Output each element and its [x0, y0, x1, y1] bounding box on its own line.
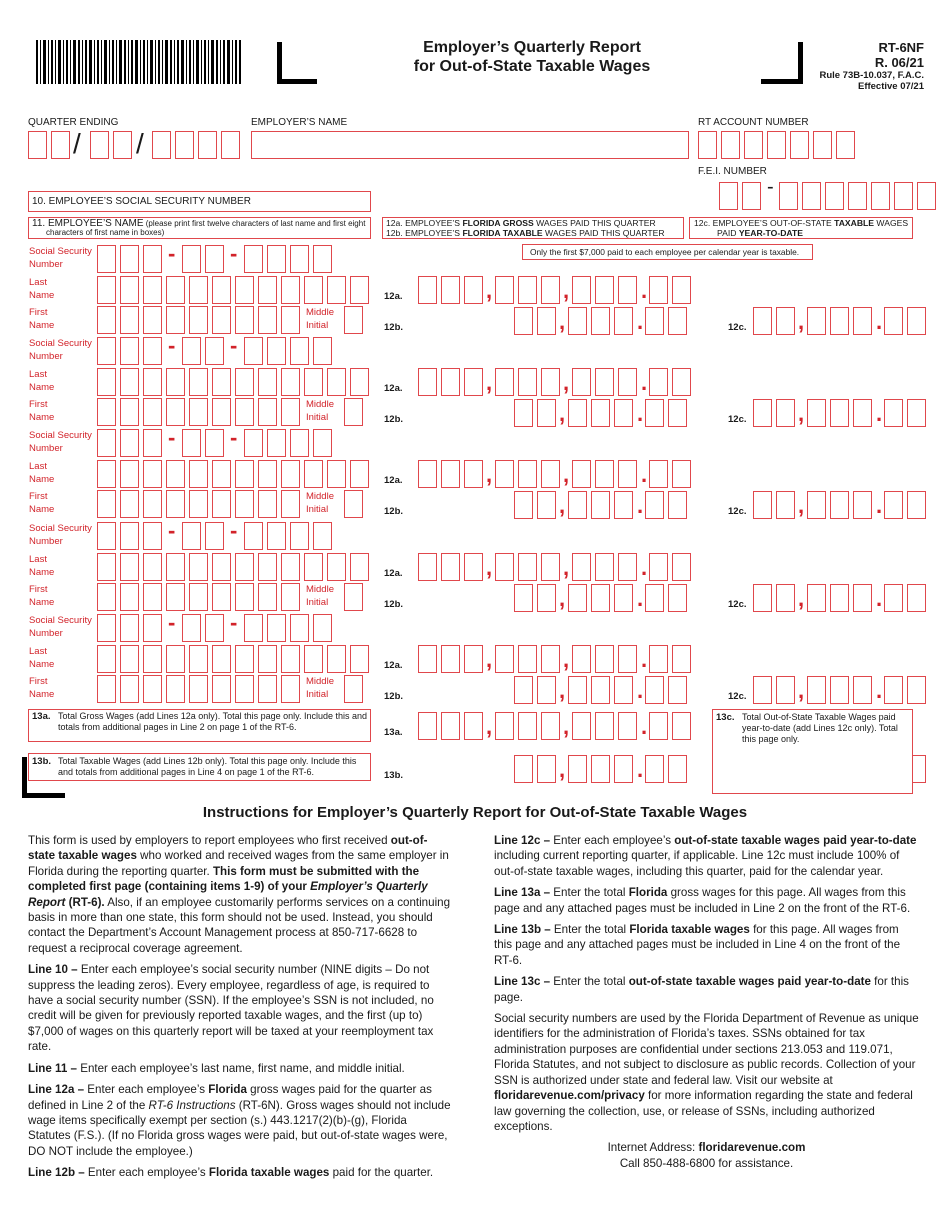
employee-2-12a-label: 12a.	[384, 383, 403, 394]
employee-1-ssn-part1[interactable]	[97, 245, 166, 273]
employee-1-middle-initial-label: Middle Initial	[306, 307, 334, 331]
employee-1-12b-label: 12b.	[384, 322, 404, 333]
employee-4-12a-hundreds[interactable]	[572, 553, 641, 581]
line12b-header-text	[386, 228, 665, 238]
employee-3-first-name-label: First Name	[29, 491, 55, 515]
total-13a-cents[interactable]	[649, 712, 695, 740]
total-13a-comma-1: ,	[486, 714, 493, 739]
barcode-graphic	[36, 40, 241, 84]
employee-1-12c-dot: .	[876, 309, 883, 334]
employee-3-ssn-label: Social Security Number	[29, 430, 92, 454]
employee-2-12b-thousands-hi[interactable]	[514, 399, 560, 427]
employee-2-12b-cents[interactable]	[645, 399, 691, 427]
employee-3-12c-comma: ,	[798, 493, 805, 518]
employee-1-12c-cents[interactable]	[884, 307, 930, 335]
taxable-note: Only the first $7,000 paid to each employee per calendar year is taxable.	[530, 247, 800, 257]
line12a-header-text	[386, 218, 656, 228]
line12c-prefix-2: PAID	[717, 228, 739, 238]
employee-1-12b-cents[interactable]	[645, 307, 691, 335]
line-13b-label: 13b.	[384, 770, 404, 781]
employee-2-12b-dot: .	[637, 401, 644, 426]
form-id: RT-6NF	[878, 40, 924, 55]
employee-5-12a-hundreds[interactable]	[572, 645, 641, 673]
employee-5-12c-hundreds[interactable]	[807, 676, 876, 704]
total-13a-thousands[interactable]	[495, 712, 564, 740]
employee-2-12b-label: 12b.	[384, 414, 404, 425]
employee-4-ssn-part1[interactable]	[97, 522, 166, 550]
date-slash-2: /	[136, 128, 144, 159]
employee-3-12b-thousands-hi[interactable]	[514, 491, 560, 519]
corner-mark-top-left	[277, 42, 317, 84]
line10-header-text: 10. EMPLOYEE’S SOCIAL SECURITY NUMBER	[32, 196, 251, 207]
employee-2-ssn-label: Social Security Number	[29, 338, 92, 362]
employee-2-12a-thousands[interactable]	[495, 368, 564, 396]
employee-5-ssn-dash-2: -	[230, 610, 238, 635]
total-13a-dot: .	[641, 714, 648, 739]
total-13b-dot: .	[637, 757, 644, 782]
employee-3-12b-label: 12b.	[384, 506, 404, 517]
employee-3-12a-millions[interactable]	[418, 460, 487, 488]
employee-3-12b-cents[interactable]	[645, 491, 691, 519]
employee-5-12b-hundreds[interactable]	[568, 676, 637, 704]
employee-3-12b-comma: ,	[559, 493, 566, 518]
employee-5-12a-millions[interactable]	[418, 645, 487, 673]
employee-5-12c-thousands-hi[interactable]	[753, 676, 799, 704]
employee-5-12b-thousands-hi[interactable]	[514, 676, 560, 704]
employee-2-ssn-dash-2: -	[230, 333, 238, 358]
employee-5-ssn-dash-1: -	[168, 610, 176, 635]
employee-4-12a-millions[interactable]	[418, 553, 487, 581]
employee-1-12a-comma-2: ,	[563, 278, 570, 303]
form-rule: Rule 73B-10.037, F.A.C.	[819, 70, 924, 81]
employee-1-first-name[interactable]	[97, 306, 304, 334]
total-13b-cents[interactable]	[645, 755, 691, 783]
employee-3-ssn-dash-2: -	[230, 425, 238, 450]
employee-5-first-name[interactable]	[97, 675, 304, 703]
instr-line13b: Line 13b – Enter the total Florida taxable wages for this page. All wages from this page and any attached pages must be included in Line 4 on the front of the RT-6.	[494, 923, 901, 967]
employee-1-ssn-label: Social Security Number	[29, 246, 92, 270]
employee-5-ssn-part1[interactable]	[97, 614, 166, 642]
line11-hint-2: characters of first name in boxes)	[46, 228, 165, 237]
form-id-block	[819, 40, 924, 92]
quarter-ending-label: QUARTER ENDING	[28, 117, 119, 128]
employee-2-12c-cents[interactable]	[884, 399, 930, 427]
employee-4-last-name-label: Last Name	[29, 554, 55, 578]
employee-3-12b-hundreds[interactable]	[568, 491, 637, 519]
employee-1-12a-millions[interactable]	[418, 276, 487, 304]
employee-4-12a-thousands[interactable]	[495, 553, 564, 581]
employee-4-12b-hundreds[interactable]	[568, 584, 637, 612]
employee-2-12c-thousands-hi[interactable]	[753, 399, 799, 427]
employee-3-12c-cents[interactable]	[884, 491, 930, 519]
total-13b-comma: ,	[559, 757, 566, 782]
instr-intro: This form is used by employers to report employees who first received out-of-state taxable wages who worked and received wages from the same employer in Florida during the reporting quarter. This form must be submitted with the completed first page (containing items 1-9) of your Employer’s Quarterly Report (RT-6). Also, if an employee customarily performs services on a continuing basis in more than one state, this form should not be used. Instead, you should contact the Department’s Account Management process at 850-717-6628 to request a reciprocal coverage agreement.	[28, 834, 451, 955]
employee-1-12a-thousands[interactable]	[495, 276, 564, 304]
phone-line: Call 850-488-6800 for assistance.	[619, 1156, 794, 1170]
employee-3-12a-label: 12a.	[384, 475, 403, 486]
employee-2-last-name[interactable]	[97, 368, 373, 396]
instr-line12a: Line 12a – Enter each employee’s Florida gross wages paid for the quarter as defined in Line 2 of the RT-6 Instructions (RT-6N). Gross wages should not include wage items specifically exempt per section (s.) 443.1217(2)(b)-(g), Florida Statutes (F.S.). (If no Florida gross wages were paid, but out-of-state wages were, DO NOT include the employee.)	[28, 1083, 451, 1158]
employee-4-12a-dot: .	[641, 555, 648, 580]
line12c-bold-2: YEAR-TO-DATE	[738, 228, 803, 238]
employee-4-middle-initial-label: Middle Initial	[306, 584, 334, 608]
employee-4-first-name-label: First Name	[29, 584, 55, 608]
line12a-prefix: 12a. EMPLOYEE’S	[386, 218, 463, 228]
employee-5-12a-comma-2: ,	[563, 647, 570, 672]
instr-line10: Line 10 – Enter each employee’s social security number (NINE digits – Do not suppress the leading zeros). Every employee, regardless of age, is required to have a social security number (SSN). If the employee’s SSN is not included, no credit will be given for previously reported taxable wages, and the first (up to) $7,000 of wages on this quarterly report will be taxed at your reemployment tax rate.	[28, 963, 434, 1054]
employee-5-middle-initial[interactable]	[344, 675, 367, 703]
employee-2-12a-comma-1: ,	[486, 370, 493, 395]
employee-1-12b-comma: ,	[559, 309, 566, 334]
total-13b-label: 13b.	[32, 756, 52, 767]
employee-3-middle-initial[interactable]	[344, 490, 367, 518]
employee-1-ssn-part2[interactable]	[182, 245, 228, 273]
title-line-1: Employer’s Quarterly Report	[423, 39, 641, 56]
employee-2-ssn-part3[interactable]	[244, 337, 336, 365]
employee-3-12a-hundreds[interactable]	[572, 460, 641, 488]
employee-4-12c-label: 12c.	[728, 599, 747, 610]
quarter-ending-day[interactable]	[90, 131, 136, 159]
employee-1-ssn-part3[interactable]	[244, 245, 336, 273]
employee-1-12b-thousands-hi[interactable]	[514, 307, 560, 335]
form-effective: Effective 07/21	[857, 81, 924, 92]
employee-5-12c-comma: ,	[798, 678, 805, 703]
instr-line13a: Line 13a – Enter the total Florida gross wages for this page. All wages from this page and any attached pages must be included in Line 2 on the front of the RT-6.	[494, 886, 911, 915]
rt-account-label: RT ACCOUNT NUMBER	[698, 117, 809, 128]
employee-4-12a-comma-2: ,	[563, 555, 570, 580]
employee-4-12b-dot: .	[637, 586, 644, 611]
employee-3-12a-dot: .	[641, 462, 648, 487]
employee-5-middle-initial-label: Middle Initial	[306, 676, 334, 700]
employee-3-ssn-part3[interactable]	[244, 429, 336, 457]
line11-header-text	[32, 219, 372, 237]
employee-4-middle-initial[interactable]	[344, 583, 367, 611]
total-13b-hundreds[interactable]	[568, 755, 637, 783]
employee-5-12c-dot: .	[876, 678, 883, 703]
employee-4-ssn-part2[interactable]	[182, 522, 228, 550]
line12b-suffix: WAGES PAID THIS QUARTER	[542, 228, 665, 238]
employee-1-last-name-label: Last Name	[29, 277, 55, 301]
instr-line12b: Line 12b – Enter each employee’s Florida taxable wages paid for the quarter.	[28, 1166, 434, 1180]
employee-5-ssn-label: Social Security Number	[29, 615, 92, 639]
employee-1-12c-comma: ,	[798, 309, 805, 334]
fei-suffix[interactable]	[779, 182, 940, 210]
employee-2-last-name-label: Last Name	[29, 369, 55, 393]
employee-3-last-name[interactable]	[97, 460, 373, 488]
employee-1-first-name-label: First Name	[29, 307, 55, 331]
employee-5-12c-label: 12c.	[728, 691, 747, 702]
website-link[interactable]: floridarevenue.com	[698, 1141, 806, 1155]
employee-4-12b-comma: ,	[559, 586, 566, 611]
employee-1-12c-thousands-hi[interactable]	[753, 307, 799, 335]
employee-4-12b-cents[interactable]	[645, 584, 691, 612]
employee-4-ssn-label: Social Security Number	[29, 523, 92, 547]
employee-4-ssn-dash-1: -	[168, 518, 176, 543]
total-13c-label: 13c.	[716, 712, 735, 723]
employee-3-12c-dot: .	[876, 493, 883, 518]
instr-contact: Internet Address: floridarevenue.com Call 850-488-6800 for assistance.	[494, 1140, 919, 1171]
employee-4-12c-cents[interactable]	[884, 584, 930, 612]
employee-3-12a-thousands[interactable]	[495, 460, 564, 488]
employee-2-ssn-part2[interactable]	[182, 337, 228, 365]
employee-5-12b-cents[interactable]	[645, 676, 691, 704]
total-13a-text: Total Gross Wages (add Lines 12a only). Total this page only. Include this and totals from additional pages in Line 2 on page 1 of the RT-6.	[58, 711, 368, 732]
line12c-bold: TAXABLE	[834, 218, 875, 228]
employee-5-12a-label: 12a.	[384, 660, 403, 671]
line12a-bold: FLORIDA GROSS	[462, 218, 534, 228]
employee-3-12a-cents[interactable]	[649, 460, 695, 488]
employee-5-12a-comma-1: ,	[486, 647, 493, 672]
employee-5-12b-comma: ,	[559, 678, 566, 703]
employee-2-12a-comma-2: ,	[563, 370, 570, 395]
line12b-prefix: 12b. EMPLOYEE’S	[386, 228, 463, 238]
employee-4-12c-dot: .	[876, 586, 883, 611]
employee-1-12a-dot: .	[641, 278, 648, 303]
employee-2-12c-label: 12c.	[728, 414, 747, 425]
total-13a-comma-2: ,	[563, 714, 570, 739]
employee-2-middle-initial-label: Middle Initial	[306, 399, 334, 423]
line12b-bold: FLORIDA TAXABLE	[462, 228, 543, 238]
title-line-2: for Out-of-State Taxable Wages	[413, 58, 651, 75]
fei-dash: -	[767, 176, 774, 198]
line11-title: 11. EMPLOYEE’S NAME	[32, 218, 144, 229]
rt-account-field[interactable]	[698, 131, 859, 159]
employee-5-12a-thousands[interactable]	[495, 645, 564, 673]
employee-3-last-name-label: Last Name	[29, 461, 55, 485]
employee-3-ssn-dash-1: -	[168, 425, 176, 450]
employer-name-label: EMPLOYER’S NAME	[251, 117, 348, 128]
employee-1-12c-label: 12c.	[728, 322, 747, 333]
employee-5-12a-cents[interactable]	[649, 645, 695, 673]
employee-1-last-name[interactable]	[97, 276, 373, 304]
total-13a-hundreds[interactable]	[572, 712, 641, 740]
employee-5-ssn-part2[interactable]	[182, 614, 228, 642]
employee-1-12b-dot: .	[637, 309, 644, 334]
employee-4-12b-label: 12b.	[384, 599, 404, 610]
employee-4-12c-comma: ,	[798, 586, 805, 611]
instr-ssn-privacy: Social security numbers are used by the Florida Department of Revenue as unique identifiers for the administration of Florida’s taxes. SSNs obtained for tax administration purposes are confidential under sections 213.053 and 119.071, Florida Statutes, and not subject to disclosure as public records. Collection of your SSN is authorized under state and federal law. Visit our website at floridarevenue.com/privacy for more information regarding the state and federal law governing the collection, use, or release of SSNs, including authorized exceptions.	[494, 1012, 919, 1133]
employee-1-12a-label: 12a.	[384, 291, 403, 302]
employee-2-12a-cents[interactable]	[649, 368, 695, 396]
instructions-title: Instructions for Employer’s Quarterly Report for Out-of-State Taxable Wages	[202, 804, 748, 821]
employee-3-12a-comma-1: ,	[486, 462, 493, 487]
employee-3-first-name[interactable]	[97, 490, 304, 518]
employee-5-12a-dot: .	[641, 647, 648, 672]
total-13a-label: 13a.	[32, 711, 51, 722]
line12a-suffix: WAGES PAID THIS QUARTER	[533, 218, 656, 228]
employee-2-12c-hundreds[interactable]	[807, 399, 876, 427]
employee-2-12c-dot: .	[876, 401, 883, 426]
employee-4-last-name[interactable]	[97, 553, 373, 581]
employee-3-middle-initial-label: Middle Initial	[306, 491, 334, 515]
employee-1-12c-hundreds[interactable]	[807, 307, 876, 335]
employee-4-first-name[interactable]	[97, 583, 304, 611]
employee-2-12a-millions[interactable]	[418, 368, 487, 396]
employee-1-12a-hundreds[interactable]	[572, 276, 641, 304]
employee-3-12c-hundreds[interactable]	[807, 491, 876, 519]
employee-1-12a-comma-1: ,	[486, 278, 493, 303]
line12c-prefix: 12c. EMPLOYEE’S OUT-OF-STATE	[694, 218, 835, 228]
date-slash-1: /	[73, 128, 81, 159]
employee-2-middle-initial[interactable]	[344, 398, 367, 426]
employee-1-middle-initial[interactable]	[344, 306, 367, 334]
instr-line12c: Line 12c – Enter each employee’s out-of-state taxable wages paid year-to-date including current reporting quarter, if applicable. Line 12c must include 100% of out-of-state taxable wages, including this quarter, paid for the calendar year.	[494, 834, 917, 878]
employee-2-first-name[interactable]	[97, 398, 304, 426]
barcode	[36, 40, 241, 84]
employee-3-12c-label: 12c.	[728, 506, 747, 517]
employee-5-first-name-label: First Name	[29, 676, 55, 700]
line12c-header-text	[694, 218, 908, 238]
employee-5-last-name[interactable]	[97, 645, 373, 673]
employee-4-12a-label: 12a.	[384, 568, 403, 579]
instr-line13c: Line 13c – Enter the total out-of-state taxable wages paid year-to-date for this page.	[494, 975, 909, 1004]
employer-name-field[interactable]	[251, 131, 689, 159]
employee-4-ssn-dash-2: -	[230, 518, 238, 543]
quarter-ending-month[interactable]	[28, 131, 74, 159]
instr-line11: Line 11 – Enter each employee’s last name, first name, and middle initial.	[28, 1061, 405, 1075]
employee-2-12a-hundreds[interactable]	[572, 368, 641, 396]
employee-2-ssn-dash-1: -	[168, 333, 176, 358]
instructions-right-column	[494, 833, 919, 1171]
fei-prefix[interactable]	[719, 182, 765, 210]
employee-4-ssn-part3[interactable]	[244, 522, 336, 550]
employee-4-12b-thousands-hi[interactable]	[514, 584, 560, 612]
employee-5-12b-dot: .	[637, 678, 644, 703]
line11-hint-1: (please print first twelve characters of last name and first eight	[145, 219, 366, 228]
page-title	[362, 38, 702, 76]
employee-3-ssn-part2[interactable]	[182, 429, 228, 457]
total-13a-millions[interactable]	[418, 712, 487, 740]
line12c-suffix: WAGES	[874, 218, 909, 228]
employee-4-12a-cents[interactable]	[649, 553, 695, 581]
employee-1-ssn-dash-2: -	[230, 241, 238, 266]
employee-1-12b-hundreds[interactable]	[568, 307, 637, 335]
employee-3-ssn-part1[interactable]	[97, 429, 166, 457]
employee-1-12a-cents[interactable]	[649, 276, 695, 304]
total-13b-thousands-hi[interactable]	[514, 755, 560, 783]
employee-3-12b-dot: .	[637, 493, 644, 518]
fei-label: F.E.I. NUMBER	[698, 166, 767, 177]
privacy-link[interactable]: floridarevenue.com/privacy	[494, 1089, 645, 1103]
instructions-left-column	[28, 833, 452, 1187]
line-13a-label: 13a.	[384, 727, 403, 738]
employee-3-12a-comma-2: ,	[563, 462, 570, 487]
employee-4-12c-thousands-hi[interactable]	[753, 584, 799, 612]
quarter-ending-year[interactable]	[152, 131, 244, 159]
employee-2-first-name-label: First Name	[29, 399, 55, 423]
employee-5-last-name-label: Last Name	[29, 646, 55, 670]
employee-2-12b-comma: ,	[559, 401, 566, 426]
employee-1-ssn-dash-1: -	[168, 241, 176, 266]
employee-2-ssn-part1[interactable]	[97, 337, 166, 365]
total-13b-text: Total Taxable Wages (add Lines 12b only). Total this page only. Include this and totals from additional pages in Line 4 on page 1 of the RT-6.	[58, 756, 357, 777]
corner-mark-top-right	[761, 42, 803, 84]
employee-4-12a-comma-1: ,	[486, 555, 493, 580]
employee-5-12c-cents[interactable]	[884, 676, 930, 704]
employee-5-12b-label: 12b.	[384, 691, 404, 702]
employee-4-12c-hundreds[interactable]	[807, 584, 876, 612]
employee-2-12b-hundreds[interactable]	[568, 399, 637, 427]
employee-3-12c-thousands-hi[interactable]	[753, 491, 799, 519]
employee-2-12a-dot: .	[641, 370, 648, 395]
total-13c-text: Total Out-of-State Taxable Wages paid year-to-date (add Lines 12c only). Total this page only.	[742, 712, 898, 744]
employee-2-12c-comma: ,	[798, 401, 805, 426]
form-revision: R. 06/21	[874, 55, 924, 70]
employee-5-ssn-part3[interactable]	[244, 614, 336, 642]
